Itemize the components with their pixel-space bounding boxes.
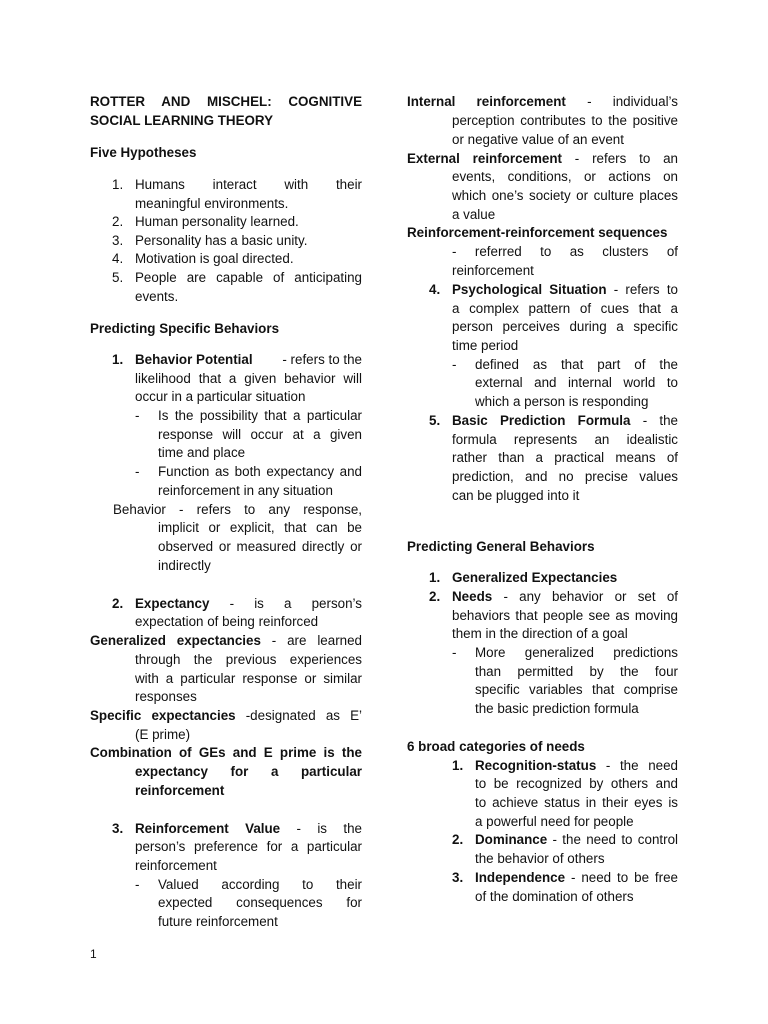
term: Generalized expectancies bbox=[90, 633, 261, 648]
definition-line: responses bbox=[135, 689, 197, 704]
term: Needs bbox=[452, 589, 493, 604]
list-number: 3. bbox=[452, 870, 464, 885]
definition-line: likelihood that a given behavior will bbox=[135, 371, 362, 386]
term: External reinforcement bbox=[407, 151, 562, 166]
term: Basic Prediction Formula bbox=[452, 413, 631, 428]
definition-line: expectation of being reinforced bbox=[135, 614, 319, 629]
sub-bullet: expected consequences for bbox=[158, 895, 362, 910]
sub-bullet: which a person is responding bbox=[475, 394, 649, 409]
definition: - is the bbox=[296, 821, 362, 836]
sub-bullet: reinforcement in any situation bbox=[158, 483, 333, 498]
sub-bullet: the basic prediction formula bbox=[475, 701, 639, 716]
list-item: Personality has a basic unity. bbox=[135, 233, 308, 248]
term: Expectancy bbox=[135, 596, 210, 611]
dominance-line bbox=[475, 830, 678, 849]
list-number: 2. bbox=[112, 596, 124, 611]
sequences-term: Reinforcement-reinforcement sequences bbox=[407, 225, 668, 240]
definition-line: the behavior of others bbox=[475, 851, 605, 866]
definition-line: time period bbox=[452, 338, 519, 353]
dash-bullet: - bbox=[135, 408, 140, 423]
term: Specific expectancies bbox=[90, 708, 236, 723]
list-item: Motivation is goal directed. bbox=[135, 251, 294, 266]
dash-bullet: - bbox=[135, 464, 140, 479]
definition-line: to be recognized by others and bbox=[475, 776, 678, 791]
list-number: 5. bbox=[429, 413, 441, 428]
reinforcement-value-line bbox=[135, 819, 362, 838]
sub-bullet: More generalized predictions bbox=[475, 645, 678, 660]
combination-line: Combination of GEs and E prime is the bbox=[90, 745, 362, 760]
definition: - refers to an bbox=[574, 151, 678, 166]
definition-line: events, conditions, or actions on bbox=[452, 169, 678, 184]
definition-line: a powerful need for people bbox=[475, 814, 634, 829]
definition: - individual’s bbox=[587, 94, 678, 109]
independence-line bbox=[475, 868, 678, 887]
list-number: 2. bbox=[112, 214, 124, 229]
needs-categories-heading: 6 broad categories of needs bbox=[407, 739, 585, 754]
behavior-definition: implicit or explicit, that can be bbox=[158, 520, 362, 535]
generalized-expectancies-line bbox=[90, 631, 362, 650]
list-number: 1. bbox=[112, 177, 124, 192]
sub-bullet: Function as both expectancy and bbox=[158, 464, 362, 479]
definition: - refers to the bbox=[282, 352, 362, 367]
definition-line: which one’s society or culture places bbox=[452, 188, 678, 203]
definition-line: formula represents an idealistic bbox=[452, 432, 678, 447]
definition-line: (E prime) bbox=[135, 727, 191, 742]
definition: - the need to control bbox=[552, 832, 678, 847]
definition-line: through the previous experiences bbox=[135, 652, 362, 667]
definition-line: person perceives during a specific bbox=[452, 319, 678, 334]
list-item: People are capable of anticipating bbox=[135, 270, 362, 285]
definition: - any behavior or set of bbox=[503, 589, 678, 604]
five-hypotheses-heading: Five Hypotheses bbox=[90, 145, 197, 160]
combination-line: expectancy for a particular bbox=[135, 764, 362, 779]
behavior-definition: observed or measured directly or bbox=[158, 539, 362, 554]
definition: - need to be free bbox=[570, 870, 678, 885]
term: Reinforcement Value bbox=[135, 821, 281, 836]
list-item: Human personality learned. bbox=[135, 214, 299, 229]
sub-bullet: Is the possibility that a particular bbox=[158, 408, 362, 423]
definition-line: a complex pattern of cues that a bbox=[452, 301, 678, 316]
sub-bullet: Valued according to their bbox=[158, 877, 362, 892]
list-number: 3. bbox=[112, 233, 124, 248]
definition: -designated as E’ bbox=[245, 708, 362, 723]
list-number: 3. bbox=[112, 821, 124, 836]
generalized-expectancies-term: Generalized Expectancies bbox=[452, 570, 618, 585]
predicting-specific-heading: Predicting Specific Behaviors bbox=[90, 321, 280, 336]
list-number: 2. bbox=[452, 832, 464, 847]
dash-bullet: - bbox=[452, 357, 457, 372]
list-number: 1. bbox=[429, 570, 441, 585]
expectancy-line bbox=[135, 594, 362, 613]
sub-bullet: defined as that part of the bbox=[475, 357, 678, 372]
list-number: 2. bbox=[429, 589, 441, 604]
specific-expectancies-line bbox=[90, 706, 362, 725]
list-item: Humans interact with their bbox=[135, 177, 362, 192]
title-line-1: ROTTER AND MISCHEL: COGNITIVE bbox=[90, 94, 362, 109]
recognition-status-line bbox=[475, 756, 678, 775]
definition-line: can be plugged into it bbox=[452, 488, 580, 503]
sub-bullet: response will occur at a given bbox=[158, 427, 362, 442]
definition: - are learned bbox=[271, 633, 362, 648]
sub-bullet: time and place bbox=[158, 445, 246, 460]
list-item: events. bbox=[135, 289, 179, 304]
definition: - is a person’s bbox=[229, 596, 362, 611]
external-reinforcement-line bbox=[407, 149, 678, 168]
definition-line: behaviors that people see as moving bbox=[452, 608, 678, 623]
behavior-definition: indirectly bbox=[158, 558, 211, 573]
behavior-potential-line bbox=[135, 350, 362, 369]
psychological-situation-line bbox=[452, 280, 678, 299]
predicting-general-heading: Predicting General Behaviors bbox=[407, 539, 595, 554]
definition-line: occur in a particular situation bbox=[135, 389, 306, 404]
list-number: 4. bbox=[429, 282, 441, 297]
list-number: 1. bbox=[112, 352, 124, 367]
definition-line: with a particular response or similar bbox=[135, 671, 362, 686]
definition: - refers to bbox=[613, 282, 678, 297]
definition-line: person’s preference for a particular bbox=[135, 839, 362, 854]
list-number: 5. bbox=[112, 270, 124, 285]
basic-prediction-formula-line bbox=[452, 411, 678, 430]
term: Psychological Situation bbox=[452, 282, 607, 297]
definition-line: perception contributes to the positive bbox=[452, 113, 678, 128]
term: Dominance bbox=[475, 832, 548, 847]
combination-line: reinforcement bbox=[135, 783, 225, 798]
behavior-definition: Behavior - refers to any response, bbox=[113, 502, 362, 517]
term: Independence bbox=[475, 870, 566, 885]
dash-bullet: - bbox=[452, 645, 457, 660]
list-number: 4. bbox=[112, 251, 124, 266]
definition-line: reinforcement bbox=[135, 858, 217, 873]
title-line-2: SOCIAL LEARNING THEORY bbox=[90, 113, 274, 128]
needs-line bbox=[452, 587, 678, 606]
definition-line: reinforcement bbox=[452, 263, 534, 278]
definition-line: rather than a practical means of bbox=[452, 450, 678, 465]
definition-line: of the domination of others bbox=[475, 889, 634, 904]
term: Recognition-status bbox=[475, 758, 597, 773]
definition-line: or negative value of an event bbox=[452, 132, 624, 147]
definition-line: prediction, and no precise values bbox=[452, 469, 678, 484]
definition-line: - referred to as clusters of bbox=[452, 244, 678, 259]
internal-reinforcement-line bbox=[407, 92, 678, 111]
sub-bullet: external and internal world to bbox=[475, 375, 678, 390]
term: Internal reinforcement bbox=[407, 94, 566, 109]
term: Behavior Potential bbox=[135, 352, 253, 367]
definition: - the bbox=[642, 413, 678, 428]
definition-line: a value bbox=[452, 207, 496, 222]
sub-bullet: future reinforcement bbox=[158, 914, 278, 929]
list-number: 1. bbox=[452, 758, 464, 773]
sub-bullet: specific variables that comprise bbox=[475, 682, 678, 697]
page-number: 1 bbox=[90, 947, 97, 961]
list-item: meaningful environments. bbox=[135, 196, 289, 211]
sub-bullet: than permitted by the four bbox=[475, 664, 678, 679]
definition: - the need bbox=[605, 758, 678, 773]
definition-line: to achieve status in their eyes is bbox=[475, 795, 678, 810]
definition-line: them in the direction of a goal bbox=[452, 626, 628, 641]
dash-bullet: - bbox=[135, 877, 140, 892]
